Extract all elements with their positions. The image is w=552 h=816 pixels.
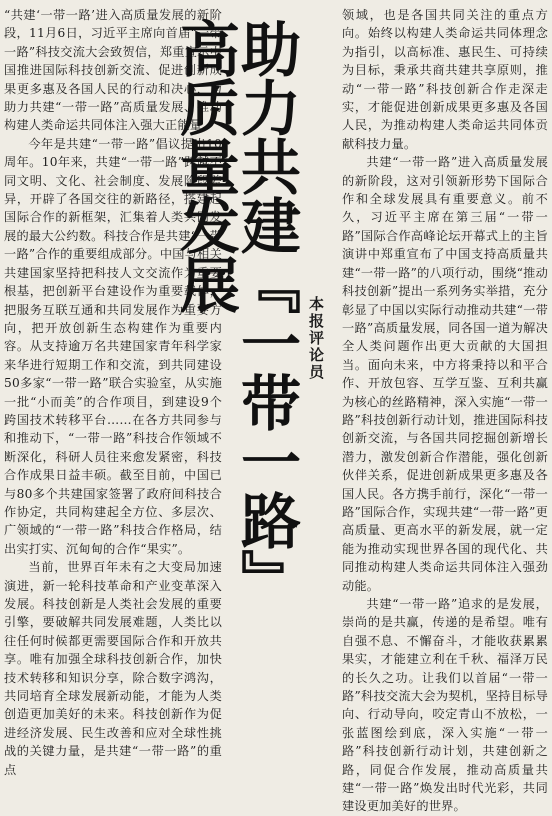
paragraph: 共建“一带一路”进入高质量发展的新阶段，这对引领新形势下国际合作和全球发展具有重要意义。前不久，习近平主席在第三届“一带一路”国际合作高峰论坛开幕式上的主旨演讲中郑重宣布了中国支持高质量共建“一带一路”的八项行动，围绕“推动科技创新”提出一系列务实举措，充分彰显了中国以实际行动推动共建“一带一路”高质量发展，同各国一道为解决全人类问题作出更大贡献的大国担当。面向未来，中方将秉持以和平合作、开放包容、互学互鉴、互利共赢为核心的丝路精神，深入实施“一带一路”科技创新行动计划，推进国际科技创新交流，与各国共同挖掘创新增长潜力，激发创新合作潜能，强化创新伙伴关系，促进创新成果更多惠及各国人民。各方携手前行，深化“一带一路”国际合作，实现共建“一带一路”更高质量、更高水平的新发展，就一定能为推动实现世界各国的现代化、共同推动构建人类命运共同体注入强劲动能。 [342, 155, 548, 593]
article-headline: 助力共建『一带一路』高质量发展 [170, 18, 301, 608]
article-byline: 本报评论员 [307, 296, 325, 381]
paragraph: 共建“一带一路”追求的是发展，崇尚的是共赢，传递的是希望。唯有自强不息、不懈奋斗，才能收获累累果实，才能建立利在千秋、福泽万民的长久之功。让我们以首届“一带一路”科技交流大会为契机，坚持目标导向、行动导向，咬定青山不放松，一张蓝图绘到底，深入实施“一带一路”科技创新行动计划，共建创新之路，同促合作发展，推动高质量共建“一带一路”焕发出时代光彩，共同建设更加美好的世界。 [342, 597, 548, 814]
paragraph: 当前，世界百年未有之大变局加速演进，新一轮科技革命和产业变革深入发展。科技创新是人类社会发展的重要引擎，要破解共同发展难题，人类比以往任何时候都更需要国际合作和开放共享。唯有加强全球科技创新合作，加快技术转移和知识分享，除合数字鸿沟，共同培育全球发展新动能，才能为人类创造更加美好的未来。科技创新作为促进经济发展、民生改善和应对全球性挑战的关键力量，是共建“一带一路”的重点 [4, 560, 222, 777]
paragraph: “共建‘一带一路’进入高质量发展的新阶段，11月6日，习近平主席向首届“一带一路”科技交流大会致贺信，郑重宣示中国推进国际科技创新交流、促进创新成果更多惠及各国人民的行动和决心，为助力共建“一带一路”高质量发展、推动构建人类命运共同体注入强大正能量。 [4, 8, 222, 133]
paragraph: 领域，也是各国共同关注的重点方向。始终以构建人类命运共同体理念为指引，以高标准、惠民生、可持续为目标，秉承共商共建共享原则，推动“一带一路”科技创新合作走深走实，才能促进创新成果更多惠及各国人民，为推动构建人类命运共同体贡献科技力量。 [342, 8, 548, 151]
paragraph: 今年是共建“一带一路”倡议提出10周年。10年来，共建“一带一路”跨越不同文明、文化、社会制度、发展阶段差异，开辟了各国交往的新路径，搭建起国际合作的新框架，汇集着人类共同发展的最大公约数。科技合作是共建“一带一路”合作的重要组成部分。中国与相关共建国家坚持把科技人文交流作为重要根基，把创新平台建设作为重要载体，把服务互联互通和共同发展作为重要方向，把开放创新生态构建作为重要内容。从支持逾万名共建国家青年科学家来华进行短期工作和交流，到共同建设50多家“一带一路”联合实验室，从实施一批“小而美”的合作项目，到建设9个跨国技术转移平台……在各方共同参与和推动下，“一带一路”科技合作领域不断深化，科研人员往来愈发紧密，科技合作成果日益丰硕。截至目前，中国已与80多个共建国家签署了政府间科技合作协定，共同构建起全方位、多层次、广领域的“一带一路”科技合作格局，结出实打实、沉甸甸的合作“果实”。 [4, 136, 222, 556]
article-right-column [342, 6, 548, 814]
